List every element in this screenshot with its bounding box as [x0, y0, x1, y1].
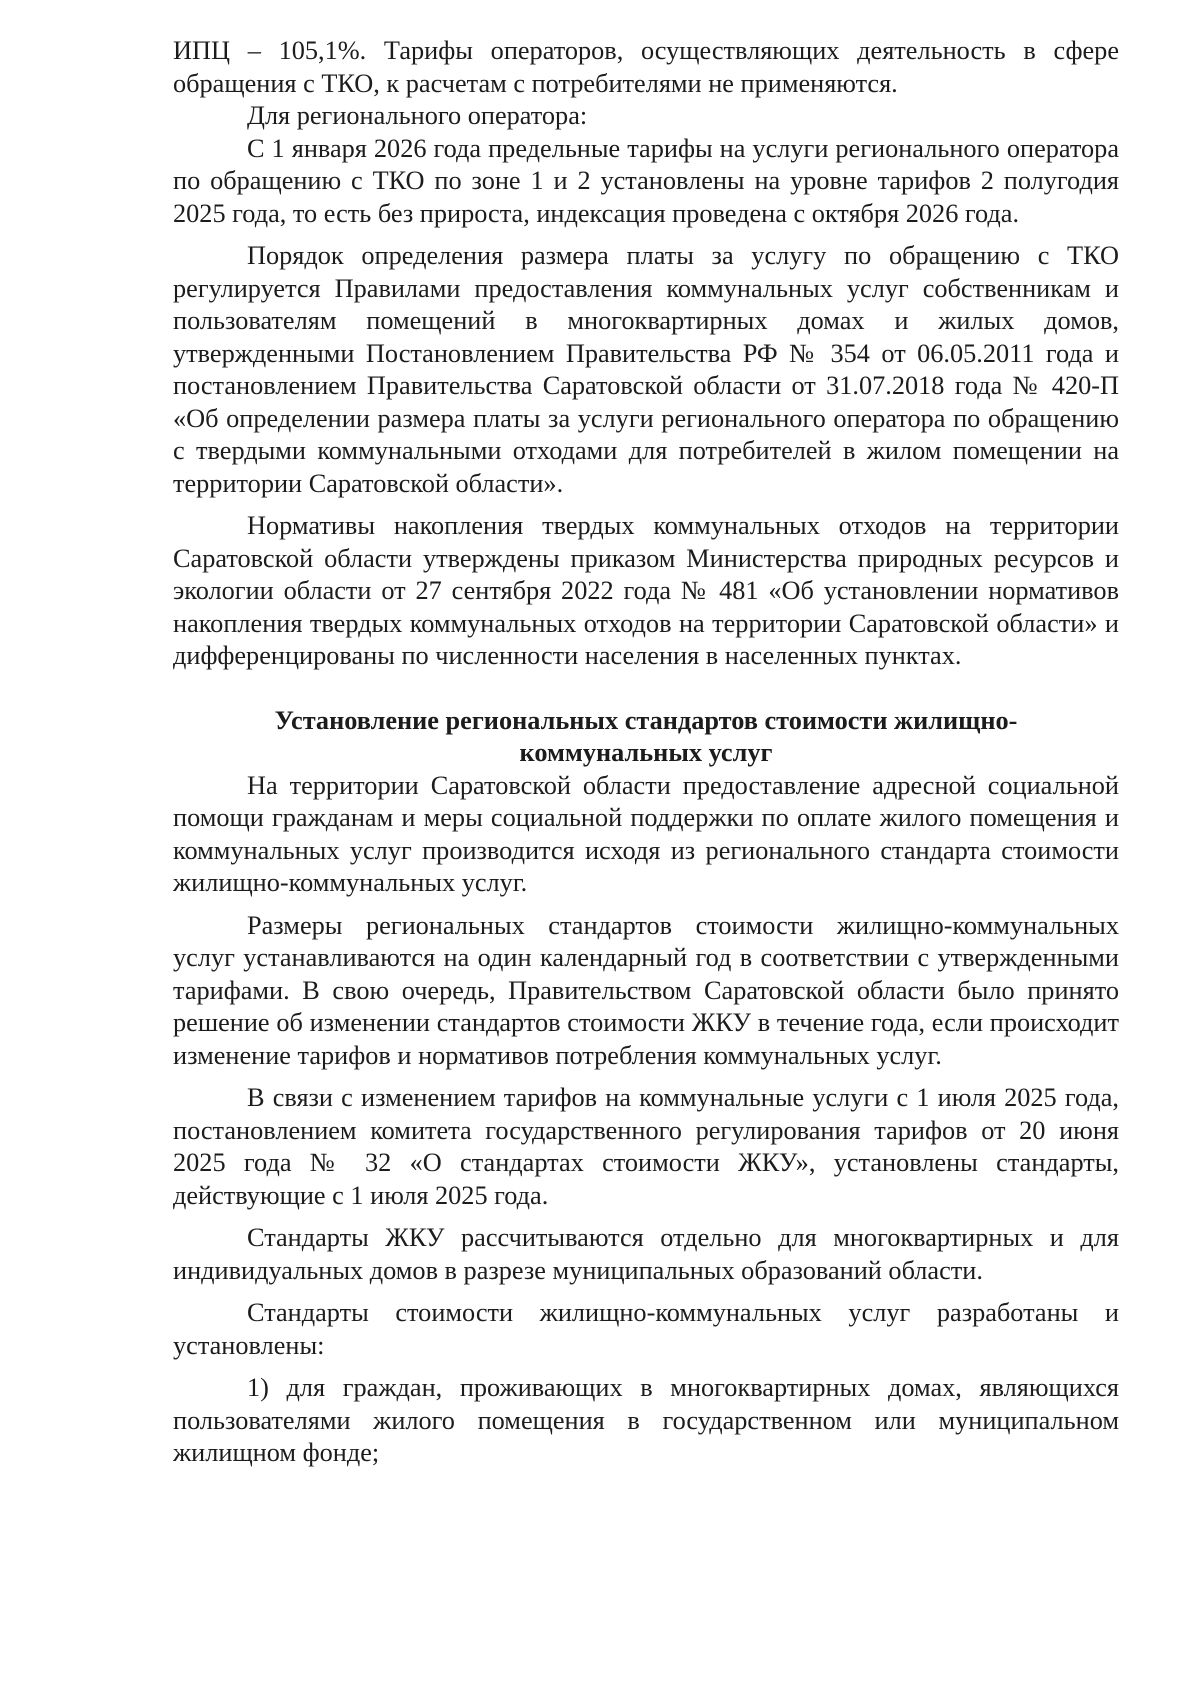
paragraph-ipc: ИПЦ – 105,1%. Тарифы операторов, осуществляющих деятельность в сфере обращения с ТКО, к расчетам с потребителями не применяются.: [173, 36, 1119, 98]
section-heading: [173, 705, 1119, 770]
paragraph-tariff-change-july: В связи с изменением тарифов на коммунальные услуги с 1 июля 2025 года, постановлением комитета государственного регулирования тарифов от 20 июня 2025 года № 32 «О стандартах стоимости ЖКУ», установлены стандарты, действующие с 1 июля 2025 года.: [173, 1083, 1119, 1210]
paragraph-regional-operator-label: Для регионального оператора:: [247, 101, 588, 130]
paragraph-payment-procedure: Порядок определения размера платы за услугу по обращению с ТКО регулируется Правилами предоставления коммунальных услуг собственникам и пользователям помещений в многоквартирных домах и жилых домов, утвержденными Постановлением Правительства РФ № 354 от 06.05.2011 года и постановлением Правительства Саратовской области от 31.07.2018 года № 420-П «Об определении размера платы за услуги регионального оператора по обращению с твердыми коммунальными отходами для потребителей в жилом помещении на территории Саратовской области».: [173, 241, 1119, 498]
list-item-1: 1) для граждан, проживающих в многоквартирных домах, являющихся пользователями жилого помещения в государственном или муниципальном жилищном фонде;: [173, 1373, 1119, 1467]
paragraph-standards-calc: Стандарты ЖКУ рассчитываются отдельно для многоквартирных и для индивидуальных домов в разрезе муниципальных образований области.: [173, 1223, 1119, 1285]
paragraph-waste-norms: Нормативы накопления твердых коммунальных отходов на территории Саратовской области утверждены приказом Министерства природных ресурсов и экологии области от 27 сентября 2022 года № 481 «Об установлении нормативов накопления твердых коммунальных отходов на территории Саратовской области» и дифференцированы по численности населения в населенных пунктах.: [173, 511, 1119, 670]
section-heading-line2: коммунальных услуг: [519, 738, 773, 767]
paragraph-standards-sizes: Размеры региональных стандартов стоимости жилищно-коммунальных услуг устанавливаются на один календарный год в соответствии с утвержденными тарифами. В свою очередь, Правительством Саратовской области было принято решение об изменении стандартов стоимости ЖКУ в течение года, если происходит изменение тарифов и нормативов потребления коммунальных услуг.: [173, 910, 1119, 1070]
document-page: [173, 35, 1119, 1470]
section-heading-line1: Установление региональных стандартов стоимости жилищно-: [274, 705, 1018, 735]
paragraph-tariffs-2026: С 1 января 2026 года предельные тарифы на услуги регионального оператора по обращению с ТКО по зоне 1 и 2 установлены на уровне тарифов 2 полугодия 2025 года, то есть без прироста, индексация проведена с октября 2026 года.: [173, 133, 1119, 228]
paragraph-standards-established: Стандарты стоимости жилищно-коммунальных услуг разработаны и установлены:: [173, 1298, 1119, 1360]
paragraph-social-assistance: На территории Саратовской области предоставление адресной социальной помощи гражданам и меры социальной поддержки по оплате жилого помещения и коммунальных услуг производится исходя из регионального стандарта стоимости жилищно-коммунальных услуг.: [173, 770, 1119, 897]
